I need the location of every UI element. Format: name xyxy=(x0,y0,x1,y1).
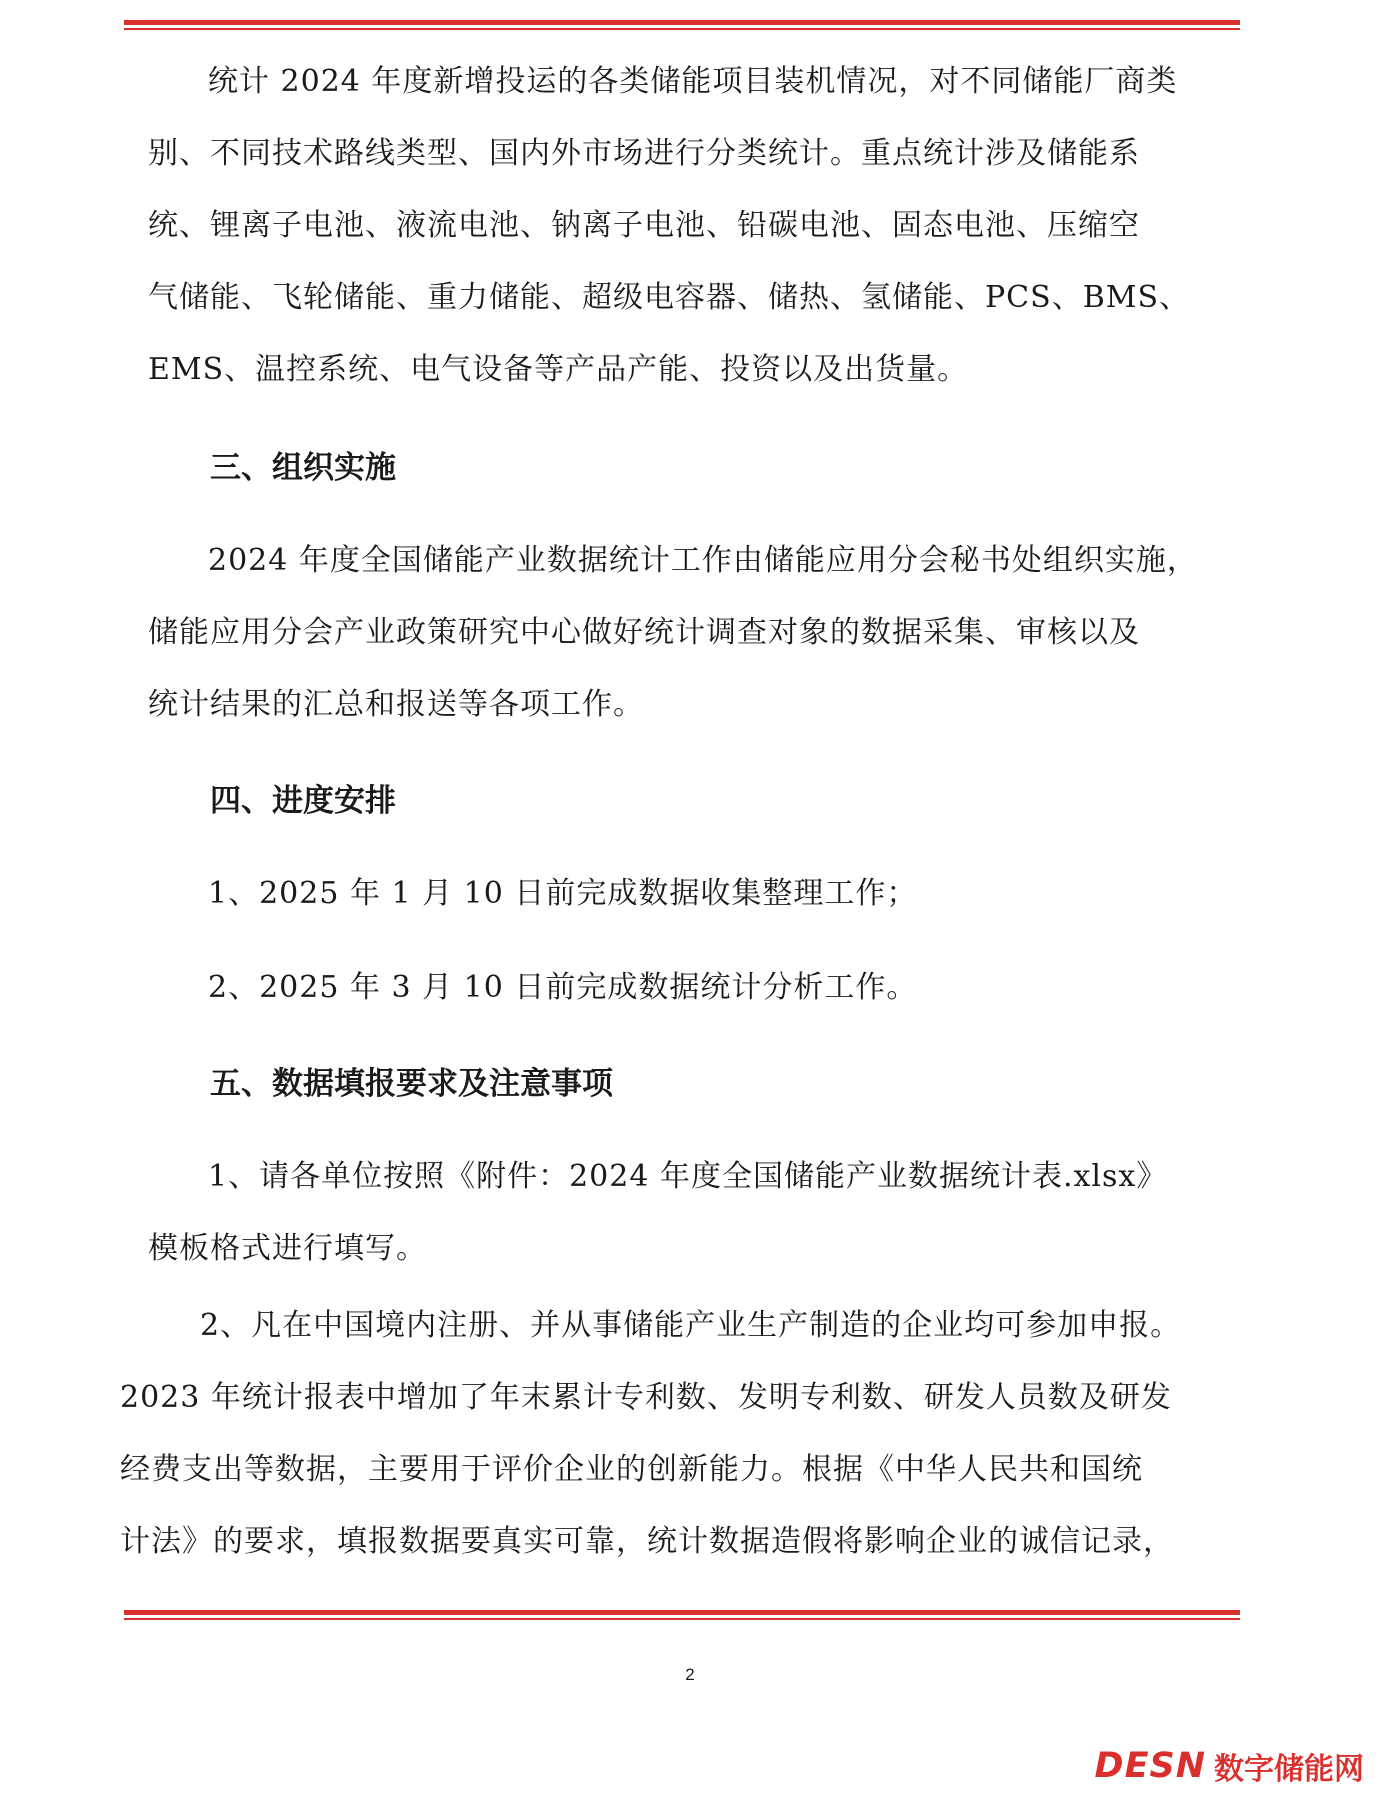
footer-rule-thin xyxy=(124,1618,1240,1620)
footer-rule-thick xyxy=(124,1610,1240,1615)
header-rule-thin xyxy=(124,28,1240,30)
schedule-line: 1、2025 年 1 月 10 日前完成数据收集整理工作； xyxy=(208,876,918,911)
paragraph-line: 统计结果的汇总和报送等各项工作。 xyxy=(148,687,644,722)
schedule-item xyxy=(208,952,917,1024)
paragraph-line: EMS、温控系统、电气设备等产品产能、投资以及出货量。 xyxy=(148,352,969,387)
paragraph-line: 2023 年统计报表中增加了年末累计专利数、发明专利数、研发人员数及研发 xyxy=(120,1380,1172,1415)
footer-rule xyxy=(124,1610,1240,1620)
watermark-logo xyxy=(1095,1744,1364,1788)
paragraph-line: 计法》的要求，填报数据要真实可靠，统计数据造假将影响企业的诚信记录， xyxy=(120,1524,1174,1559)
watermark-latin: DESN xyxy=(1094,1746,1206,1786)
paragraph-line: 2、凡在中国境内注册、并从事储能产业生产制造的企业均可参加申报。 xyxy=(200,1308,1182,1343)
paragraph-line: 2024 年度全国储能产业数据统计工作由储能应用分会秘书处组织实施， xyxy=(208,543,1198,578)
section-heading-organization: 三、组织实施 xyxy=(210,450,396,486)
requirement-item-1 xyxy=(148,1141,1167,1285)
paragraph-line: 气储能、飞轮储能、重力储能、超级电容器、储热、氢储能、PCS、BMS、 xyxy=(148,280,1191,315)
header-rule-thick xyxy=(124,20,1240,25)
paragraph-line: 统、锂离子电池、液流电池、钠离子电池、铅碳电池、固态电池、压缩空 xyxy=(148,208,1140,243)
watermark-chinese: 数字储能网 xyxy=(1214,1752,1364,1787)
section-heading-schedule: 四、进度安排 xyxy=(210,783,396,819)
section-heading-requirements: 五、数据填报要求及注意事项 xyxy=(210,1066,613,1102)
header-rule xyxy=(124,20,1240,30)
paragraph-line: 储能应用分会产业政策研究中心做好统计调查对象的数据采集、审核以及 xyxy=(148,615,1140,650)
requirement-item-2 xyxy=(120,1290,1181,1578)
paragraph-scope xyxy=(148,46,1190,406)
paragraph-line: 别、不同技术路线类型、国内外市场进行分类统计。重点统计涉及储能系 xyxy=(148,136,1140,171)
schedule-item xyxy=(208,858,917,930)
paragraph-organization xyxy=(148,525,1198,741)
page-number: 2 xyxy=(685,1665,695,1684)
paragraph-line: 统计 2024 年度新增投运的各类储能项目装机情况，对不同储能厂商类 xyxy=(208,64,1178,99)
paragraph-line: 经费支出等数据，主要用于评价企业的创新能力。根据《中华人民共和国统 xyxy=(120,1452,1143,1487)
paragraph-line: 1、请各单位按照《附件：2024 年度全国储能产业数据统计表.xlsx》 xyxy=(208,1159,1168,1194)
schedule-line: 2、2025 年 3 月 10 日前完成数据统计分析工作。 xyxy=(208,970,918,1005)
paragraph-line: 模板格式进行填写。 xyxy=(148,1231,427,1266)
